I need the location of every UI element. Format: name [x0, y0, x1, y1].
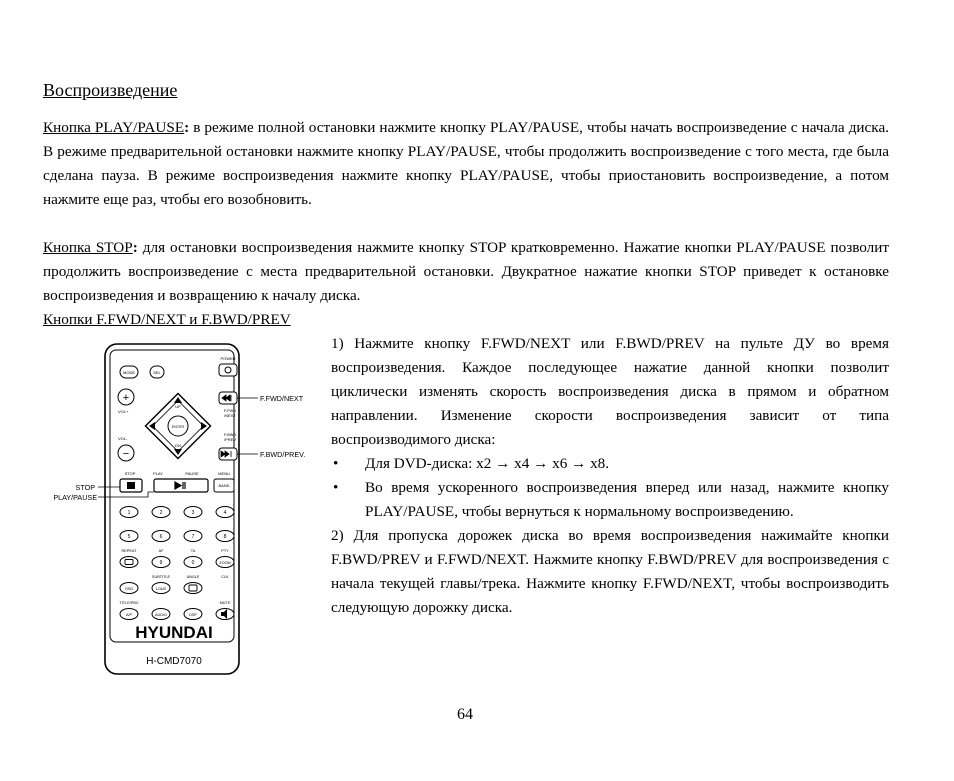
fbwd-side-label: F.BWD	[224, 432, 237, 437]
af-label: AF	[158, 549, 164, 553]
stop-text: для остановки воспроизведения нажмите кнопку STOP кратковременно. Нажатие кнопки PLAY/PAUSE позволит продолжить воспроизведение с места предварительной остановки. Двукратное нажатие кнопки STOP приведет к остановке воспроизведения и возвращению к началу диска.	[43, 239, 889, 304]
bwd-callout-label: F.BWD/PREV.	[260, 450, 306, 459]
prev-side-label: /PREV	[224, 437, 237, 442]
mute-label: MUTE	[219, 601, 231, 605]
digit-label: 5	[127, 534, 131, 540]
bullet-item	[331, 452, 889, 476]
repeat-label: REPEAT	[121, 549, 137, 553]
ap-label: A/P	[125, 613, 133, 617]
digit-label: 8	[223, 534, 227, 540]
subtitle-label: SUBTITLE	[151, 575, 171, 579]
stop-icon	[127, 482, 135, 489]
vol-plus-label: VOL+	[118, 409, 129, 414]
loud-label: LOUD	[155, 587, 167, 591]
stop-colon: :	[132, 239, 138, 256]
bullet-text: Для DVD-диска: х2 → х4 → х6 → х8.	[365, 455, 610, 472]
play-pause-label: Кнопка PLAY/PAUSE	[43, 119, 185, 136]
pause-key-label: PAUSE	[185, 471, 199, 476]
minus-icon: −	[122, 448, 130, 460]
stop-label: Кнопка STOP	[43, 239, 133, 256]
bullet-item	[331, 476, 889, 524]
paragraph-play-pause	[43, 116, 889, 212]
up-label: UP	[175, 404, 181, 409]
play-callout-label: PLAY/PAUSE	[53, 493, 97, 502]
bullet-marker: •	[333, 455, 339, 472]
bullet-marker: •	[333, 479, 339, 496]
digit-label: 4	[223, 510, 227, 516]
next-side-label: /NEXT	[224, 413, 236, 418]
title-pbc-label: TITLE/PBC	[119, 601, 139, 605]
digit-label: 7	[191, 534, 195, 540]
fwd-bwd-paragraph-1: 1) Нажмите кнопку F.FWD/NEXT или F.BWD/PREV на пульте ДУ во время воспроизведения. Каждое последующее нажатие данной кнопки позволит циклически изменять скорость воспроизведения диска в прямом и обратном направлении. Изменение скорости воспроизведения зависит от типа воспроизводимого диска:	[331, 335, 889, 448]
page-heading: Воспроизведение	[43, 80, 178, 100]
subheading-fwd-bwd: Кнопки F.FWD/NEXT и F.BWD/PREV	[43, 311, 291, 328]
digit-label: 3	[191, 510, 195, 516]
band-label: BAND	[218, 483, 230, 488]
digit-label: 1	[127, 510, 131, 516]
sel-label: SEL	[153, 370, 161, 375]
play-pause-colon: :	[184, 119, 190, 136]
ta-label: TA	[190, 549, 196, 553]
audio-label: AUDIO	[154, 613, 168, 617]
dn-label: DN	[175, 443, 181, 448]
brand-logo: HYUNDAI	[135, 623, 213, 642]
fwd-bwd-bullets	[331, 452, 889, 524]
enter-label: ENTER	[171, 425, 185, 429]
digit-label: 9	[159, 560, 163, 566]
pty-label: PTY	[221, 549, 229, 553]
stop-key-label: STOP	[124, 471, 136, 476]
vol-minus-label: VOL-	[118, 436, 128, 441]
repeat-button	[120, 557, 138, 568]
stop-callout-label: STOP	[75, 483, 95, 492]
ffwd-side-label: F.FWD	[224, 408, 237, 413]
dsp-label: DSP	[189, 613, 197, 617]
osd-label: OSD	[124, 587, 134, 591]
page-number: 64	[457, 706, 473, 723]
fwd-callout-label: F.FWD/NEXT	[260, 394, 304, 403]
mode-label: MODE	[123, 370, 135, 375]
digit-label: 0	[191, 560, 195, 566]
angle-button	[184, 583, 202, 594]
play-key-label: PLAY	[153, 471, 163, 476]
play-pause-text: в режиме полной остановки нажмите кнопку PLAY/PAUSE, чтобы начать воспроизведение с начала диска. В режиме предварительной остановки нажмите кнопку PLAY/PAUSE, чтобы продолжить воспроизведение с того места, где была сделана пауза. В режиме воспроизведения нажмите кнопку PLAY/PAUSE, чтобы приостановить воспроизведение, а потом нажмите еще раз, чтобы его возобновить.	[43, 119, 889, 208]
bullet-text: Во время ускоренного воспроизведения вперед или назад, нажмите кнопку PLAY/PAUSE, чтобы вернуться к нормальному воспроизведению.	[365, 479, 889, 520]
power-label: POWER	[220, 356, 236, 361]
fwd-bwd-paragraph-2: 2) Для пропуска дорожек диска во время воспроизведения нажимайте кнопки F.BWD/PREV и F.FWD/NEXT. Нажмите кнопку F.BWD/PREV для воспроизведения с начала текущей главы/трека. Нажмите кнопку F.FWD/NEXT, чтобы воспроизводить следующую дорожку диска.	[331, 527, 889, 616]
clk-label: CLK	[221, 575, 229, 579]
model-label: H-CMD7070	[146, 656, 202, 667]
plus-icon: +	[122, 392, 130, 404]
menu-key-label: MENU	[218, 471, 230, 476]
right-column	[331, 332, 889, 620]
angle-label: ANGLE	[186, 575, 200, 579]
digit-label: 2	[159, 510, 163, 516]
paragraph-stop	[43, 236, 889, 308]
power-button	[219, 364, 237, 376]
remote-control-illustration	[44, 336, 334, 676]
zoom-label: ZOOM	[219, 561, 231, 565]
digit-label: 6	[159, 534, 163, 540]
